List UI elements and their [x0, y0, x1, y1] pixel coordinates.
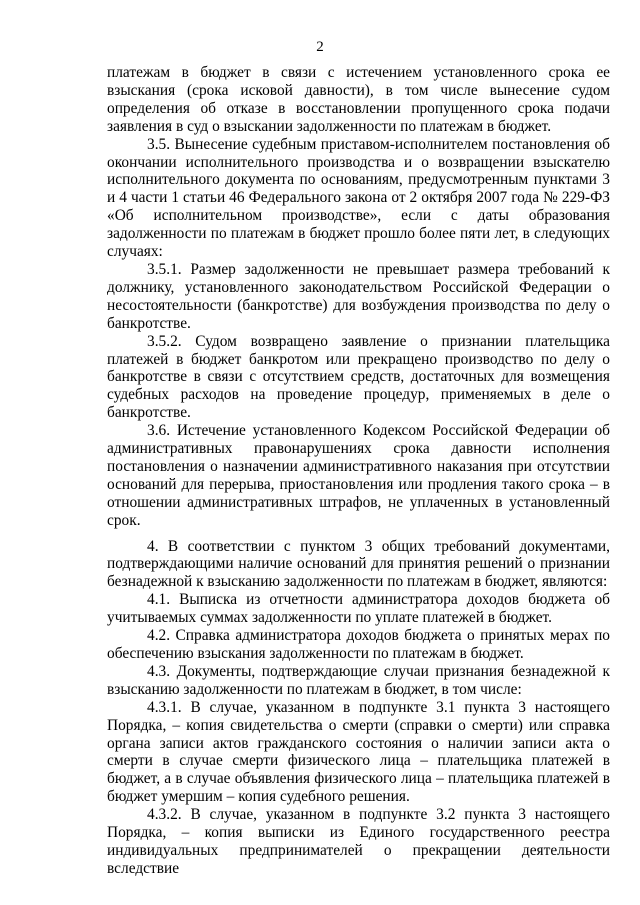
- paragraph-4-3-2: 4.3.2. В случае, указанном в подпункте 3.2 пункта 3 настоящего Порядка, – копия выписки из Единого государственного реестра индивидуальных предпринимателей о прекращении деятельности вследствие: [107, 806, 610, 877]
- paragraph-3-5-1: 3.5.1. Размер задолженности не превышает размера требований к должнику, установленного законодательством Российской Федерации о несостоятельности (банкротстве) для возбуждения производства по делу о банкротстве.: [107, 260, 610, 332]
- document-body: [107, 64, 610, 878]
- paragraph-4-2: 4.2. Справка администратора доходов бюджета о принятых мерах по обеспечению взыскания задолженности по платежам в бюджет.: [107, 627, 610, 662]
- paragraph-4: 4. В соответствии с пунктом 3 общих требований документами, подтверждающими наличие оснований для принятия решений о признании безнадежной к взысканию задолженности по платежам в бюджет, являются:: [107, 537, 610, 591]
- paragraph-4-3: 4.3. Документы, подтверждающие случаи признания безнадежной к взысканию задолженности по платежам в бюджет, в том числе:: [107, 662, 610, 698]
- paragraph-4-3-1: 4.3.1. В случае, указанном в подпункте 3.1 пункта 3 настоящего Порядка, – копия свидетельства о смерти (справки о смерти) или справка органа записи актов гражданского состояния о наличии записи акта о смерти в случае смерти физического лица – плательщика платежей в бюджет, а в случае объявления физического лица – плательщика платежей в бюджет умершим – копия судебного решения.: [107, 698, 610, 806]
- paragraph-3-6: 3.6. Истечение установленного Кодексом Российской Федерации об административных правонарушениях срока давности исполнения постановления о назначении административного наказания при отсутствии оснований для перерыва, приостановления или продления такого срока – в отношении административных штрафов, не уплаченных в установленный срок.: [107, 422, 610, 529]
- paragraph-4-1: 4.1. Выписка из отчетности администратора доходов бюджета об учитываемых суммах задолженности по уплате платежей в бюджет.: [107, 591, 610, 627]
- page-number: 2: [316, 39, 324, 55]
- paragraph-continuation: платежам в бюджет в связи с истечением установленного срока ее взыскания (срока исковой давности), в том числе вынесение судом определения об отказе в восстановлении пропущенного срока подачи заявления в суд о взыскании задолженности по платежам в бюджет.: [107, 64, 610, 135]
- paragraph-3-5: 3.5. Вынесение судебным приставом-исполнителем постановления об окончании исполнительного производства и о возвращении взыскателю исполнительного документа по основаниям, предусмотренным пунктами 3 и 4 части 1 статьи 46 Федерального закона от 2 октября 2007 года № 229-ФЗ «Об исполнительном производстве», если с даты образования задолженности по платежам в бюджет прошло более пяти лет, в следующих случаях:: [107, 135, 610, 261]
- paragraph-3-5-2: 3.5.2. Судом возвращено заявление о признании плательщика платежей в бюджет банкротом или прекращено производство по делу о банкротстве в связи с отсутствием средств, достаточных для возмещения судебных расходов на проведение процедур, применяемых в деле о банкротстве.: [107, 332, 610, 422]
